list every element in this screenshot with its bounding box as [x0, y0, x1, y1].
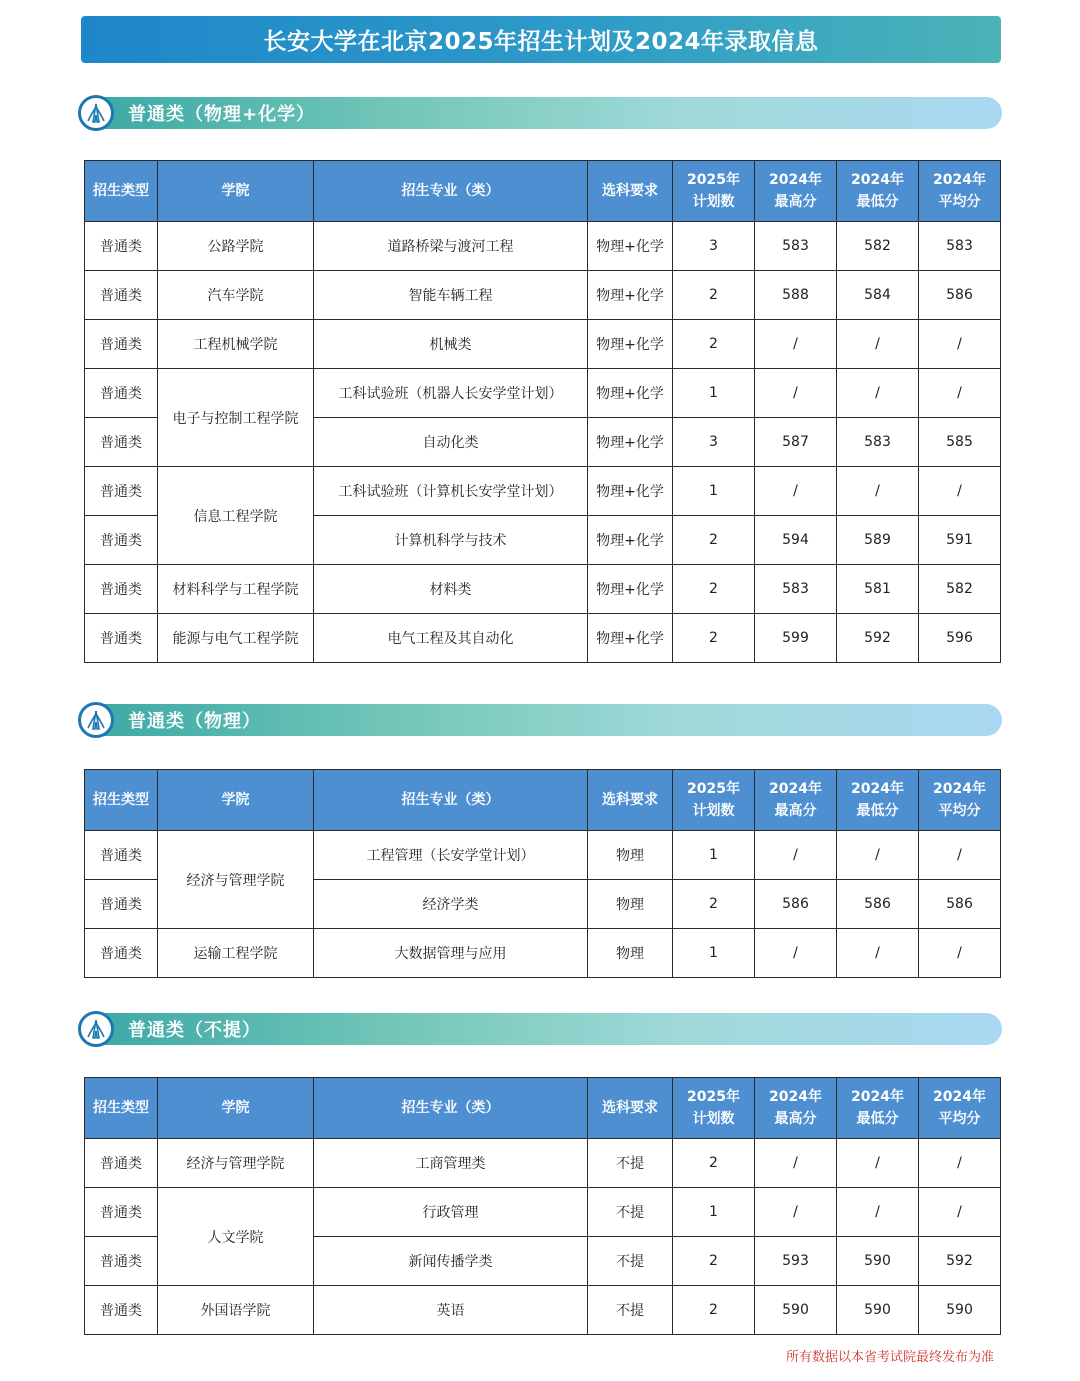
col-header-plan	[673, 770, 755, 831]
cell-avg: 585	[919, 418, 1001, 467]
cell-plan: 1	[673, 1188, 755, 1237]
section-header-physics-chemistry	[82, 97, 1002, 129]
cell-avg: /	[919, 369, 1001, 418]
cell-major: 智能车辆工程	[314, 271, 588, 320]
footnote-disclaimer: 所有数据以本省考试院最终发布为准	[785, 1350, 994, 1365]
cell-max: 583	[755, 222, 837, 271]
cell-college: 能源与电气工程学院	[158, 614, 314, 663]
cell-avg: 582	[919, 565, 1001, 614]
cell-type: 普通类	[85, 222, 158, 271]
cell-type: 普通类	[85, 1139, 158, 1188]
cell-college: 工程机械学院	[158, 320, 314, 369]
cell-type: 普通类	[85, 929, 158, 978]
cell-min: 590	[837, 1237, 919, 1286]
cell-subject: 物理+化学	[588, 516, 673, 565]
cell-plan: 2	[673, 1237, 755, 1286]
cell-type: 普通类	[85, 1286, 158, 1335]
cell-max: /	[755, 929, 837, 978]
cell-avg: 586	[919, 271, 1001, 320]
col-header-max-line2: 最高分	[774, 1111, 817, 1127]
cell-major: 机械类	[314, 320, 588, 369]
cell-plan: 2	[673, 1286, 755, 1335]
col-header-plan-line1: 2025年	[687, 1089, 740, 1105]
cell-min: 584	[837, 271, 919, 320]
col-header-min	[837, 770, 919, 831]
cell-max: 594	[755, 516, 837, 565]
section-header-no-requirement	[82, 1013, 1002, 1045]
cell-subject: 不提	[588, 1188, 673, 1237]
cell-type: 普通类	[85, 516, 158, 565]
table-physics	[84, 769, 1001, 978]
table-row	[85, 1286, 1001, 1335]
cell-max: 588	[755, 271, 837, 320]
cell-plan: 3	[673, 222, 755, 271]
cell-type: 普通类	[85, 1188, 158, 1237]
cell-max: 599	[755, 614, 837, 663]
cell-min: 583	[837, 418, 919, 467]
cell-max: 586	[755, 880, 837, 929]
col-header-min-line2: 最低分	[856, 194, 899, 210]
col-header-min-line1: 2024年	[851, 1089, 904, 1105]
cell-major: 大数据管理与应用	[314, 929, 588, 978]
cell-subject: 物理+化学	[588, 467, 673, 516]
cell-plan: 2	[673, 565, 755, 614]
cell-min: 592	[837, 614, 919, 663]
cell-max: 587	[755, 418, 837, 467]
cell-plan: 1	[673, 831, 755, 880]
cell-min: 590	[837, 1286, 919, 1335]
cell-max: /	[755, 320, 837, 369]
col-header-college: 学院	[158, 1078, 314, 1139]
table-header-row	[85, 770, 1001, 831]
table-row	[85, 831, 1001, 880]
cell-avg: 592	[919, 1237, 1001, 1286]
cell-college: 材料科学与工程学院	[158, 565, 314, 614]
cell-major: 材料类	[314, 565, 588, 614]
cell-avg: 586	[919, 880, 1001, 929]
cell-college: 人文学院	[158, 1188, 314, 1286]
col-header-plan-line1: 2025年	[687, 172, 740, 188]
cell-min: 586	[837, 880, 919, 929]
cell-college: 经济与管理学院	[158, 831, 314, 929]
cell-plan: 2	[673, 271, 755, 320]
col-header-avg-line1: 2024年	[933, 172, 986, 188]
cell-major: 计算机科学与技术	[314, 516, 588, 565]
cell-plan: 2	[673, 516, 755, 565]
col-header-subject: 选科要求	[588, 770, 673, 831]
cell-subject: 物理+化学	[588, 320, 673, 369]
col-header-college: 学院	[158, 770, 314, 831]
cell-min: /	[837, 1139, 919, 1188]
col-header-type: 招生类型	[85, 1078, 158, 1139]
cell-college: 信息工程学院	[158, 467, 314, 565]
col-header-max	[755, 161, 837, 222]
cell-major: 英语	[314, 1286, 588, 1335]
cell-major: 经济学类	[314, 880, 588, 929]
cell-type: 普通类	[85, 418, 158, 467]
cell-college: 运输工程学院	[158, 929, 314, 978]
col-header-avg	[919, 770, 1001, 831]
cell-plan: 1	[673, 929, 755, 978]
cell-max: /	[755, 1188, 837, 1237]
table-row	[85, 1139, 1001, 1188]
cell-avg: 590	[919, 1286, 1001, 1335]
col-header-max-line2: 最高分	[774, 803, 817, 819]
section-title: 普通类（物理）	[128, 711, 261, 732]
cell-subject: 物理+化学	[588, 614, 673, 663]
cell-major: 新闻传播学类	[314, 1237, 588, 1286]
col-header-max-line1: 2024年	[769, 172, 822, 188]
col-header-max-line1: 2024年	[769, 1089, 822, 1105]
cell-min: 582	[837, 222, 919, 271]
table-row	[85, 614, 1001, 663]
col-header-min-line2: 最低分	[856, 803, 899, 819]
col-header-max	[755, 1078, 837, 1139]
cell-subject: 物理+化学	[588, 369, 673, 418]
col-header-min	[837, 161, 919, 222]
cell-max: /	[755, 1139, 837, 1188]
table-row	[85, 929, 1001, 978]
col-header-type: 招生类型	[85, 161, 158, 222]
table-row	[85, 369, 1001, 418]
section-header-physics	[82, 704, 1002, 736]
table-header-row	[85, 161, 1001, 222]
cell-type: 普通类	[85, 320, 158, 369]
col-header-max	[755, 770, 837, 831]
cell-min: 581	[837, 565, 919, 614]
col-header-max-line2: 最高分	[774, 194, 817, 210]
col-header-subject: 选科要求	[588, 1078, 673, 1139]
col-header-avg-line2: 平均分	[938, 194, 981, 210]
cell-college: 公路学院	[158, 222, 314, 271]
cell-avg: 591	[919, 516, 1001, 565]
col-header-plan	[673, 1078, 755, 1139]
cell-plan: 2	[673, 880, 755, 929]
cell-max: /	[755, 369, 837, 418]
cell-plan: 2	[673, 1139, 755, 1188]
col-header-max-line1: 2024年	[769, 781, 822, 797]
col-header-plan-line2: 计划数	[692, 803, 735, 819]
cell-min: /	[837, 831, 919, 880]
col-header-min	[837, 1078, 919, 1139]
cell-min: /	[837, 929, 919, 978]
cell-major: 自动化类	[314, 418, 588, 467]
cell-major: 工商管理类	[314, 1139, 588, 1188]
cell-major: 工科试验班（机器人长安学堂计划）	[314, 369, 588, 418]
col-header-avg	[919, 1078, 1001, 1139]
cell-min: /	[837, 1188, 919, 1237]
col-header-avg-line1: 2024年	[933, 1089, 986, 1105]
cell-plan: 1	[673, 369, 755, 418]
cell-max: 590	[755, 1286, 837, 1335]
cell-type: 普通类	[85, 880, 158, 929]
cell-max: 583	[755, 565, 837, 614]
cell-major: 行政管理	[314, 1188, 588, 1237]
cell-min: /	[837, 320, 919, 369]
cell-subject: 物理	[588, 831, 673, 880]
cell-type: 普通类	[85, 565, 158, 614]
cell-type: 普通类	[85, 369, 158, 418]
university-logo-icon	[78, 1011, 114, 1047]
cell-college: 电子与控制工程学院	[158, 369, 314, 467]
cell-college: 外国语学院	[158, 1286, 314, 1335]
cell-min: 589	[837, 516, 919, 565]
cell-max: /	[755, 831, 837, 880]
col-header-college: 学院	[158, 161, 314, 222]
col-header-min-line2: 最低分	[856, 1111, 899, 1127]
cell-avg: 596	[919, 614, 1001, 663]
col-header-major: 招生专业（类）	[314, 161, 588, 222]
cell-major: 道路桥梁与渡河工程	[314, 222, 588, 271]
col-header-type: 招生类型	[85, 770, 158, 831]
cell-avg: /	[919, 320, 1001, 369]
cell-plan: 1	[673, 467, 755, 516]
col-header-major: 招生专业（类）	[314, 770, 588, 831]
cell-college: 汽车学院	[158, 271, 314, 320]
col-header-plan-line2: 计划数	[692, 194, 735, 210]
col-header-subject: 选科要求	[588, 161, 673, 222]
cell-subject: 物理	[588, 880, 673, 929]
cell-subject: 不提	[588, 1286, 673, 1335]
cell-subject: 物理+化学	[588, 565, 673, 614]
cell-subject: 不提	[588, 1237, 673, 1286]
university-logo-icon	[78, 702, 114, 738]
cell-avg: /	[919, 1139, 1001, 1188]
table-row	[85, 467, 1001, 516]
cell-college: 经济与管理学院	[158, 1139, 314, 1188]
col-header-major: 招生专业（类）	[314, 1078, 588, 1139]
cell-max: /	[755, 467, 837, 516]
cell-avg: /	[919, 929, 1001, 978]
cell-avg: 583	[919, 222, 1001, 271]
cell-type: 普通类	[85, 467, 158, 516]
cell-major: 工科试验班（计算机长安学堂计划）	[314, 467, 588, 516]
cell-plan: 2	[673, 614, 755, 663]
cell-avg: /	[919, 831, 1001, 880]
cell-subject: 不提	[588, 1139, 673, 1188]
cell-type: 普通类	[85, 1237, 158, 1286]
col-header-min-line1: 2024年	[851, 781, 904, 797]
table-no-requirement	[84, 1077, 1001, 1335]
cell-avg: /	[919, 467, 1001, 516]
cell-major: 电气工程及其自动化	[314, 614, 588, 663]
cell-subject: 物理	[588, 929, 673, 978]
cell-max: 593	[755, 1237, 837, 1286]
table-row	[85, 320, 1001, 369]
col-header-min-line1: 2024年	[851, 172, 904, 188]
col-header-avg	[919, 161, 1001, 222]
section-title: 普通类（不提）	[128, 1020, 261, 1041]
cell-type: 普通类	[85, 614, 158, 663]
university-logo-icon	[78, 95, 114, 131]
cell-subject: 物理+化学	[588, 271, 673, 320]
cell-subject: 物理+化学	[588, 418, 673, 467]
table-header-row	[85, 1078, 1001, 1139]
cell-min: /	[837, 467, 919, 516]
col-header-avg-line2: 平均分	[938, 1111, 981, 1127]
col-header-avg-line1: 2024年	[933, 781, 986, 797]
col-header-plan-line2: 计划数	[692, 1111, 735, 1127]
table-row	[85, 565, 1001, 614]
cell-avg: /	[919, 1188, 1001, 1237]
page-title: 长安大学在北京2025年招生计划及2024年录取信息	[81, 16, 1001, 63]
col-header-plan-line1: 2025年	[687, 781, 740, 797]
table-row	[85, 222, 1001, 271]
cell-plan: 2	[673, 320, 755, 369]
cell-plan: 3	[673, 418, 755, 467]
table-row	[85, 1188, 1001, 1237]
cell-type: 普通类	[85, 831, 158, 880]
section-title: 普通类（物理+化学）	[128, 104, 316, 125]
cell-major: 工程管理（长安学堂计划）	[314, 831, 588, 880]
cell-min: /	[837, 369, 919, 418]
cell-type: 普通类	[85, 271, 158, 320]
col-header-avg-line2: 平均分	[938, 803, 981, 819]
col-header-plan	[673, 161, 755, 222]
cell-subject: 物理+化学	[588, 222, 673, 271]
table-row	[85, 271, 1001, 320]
table-physics-chemistry	[84, 160, 1001, 663]
